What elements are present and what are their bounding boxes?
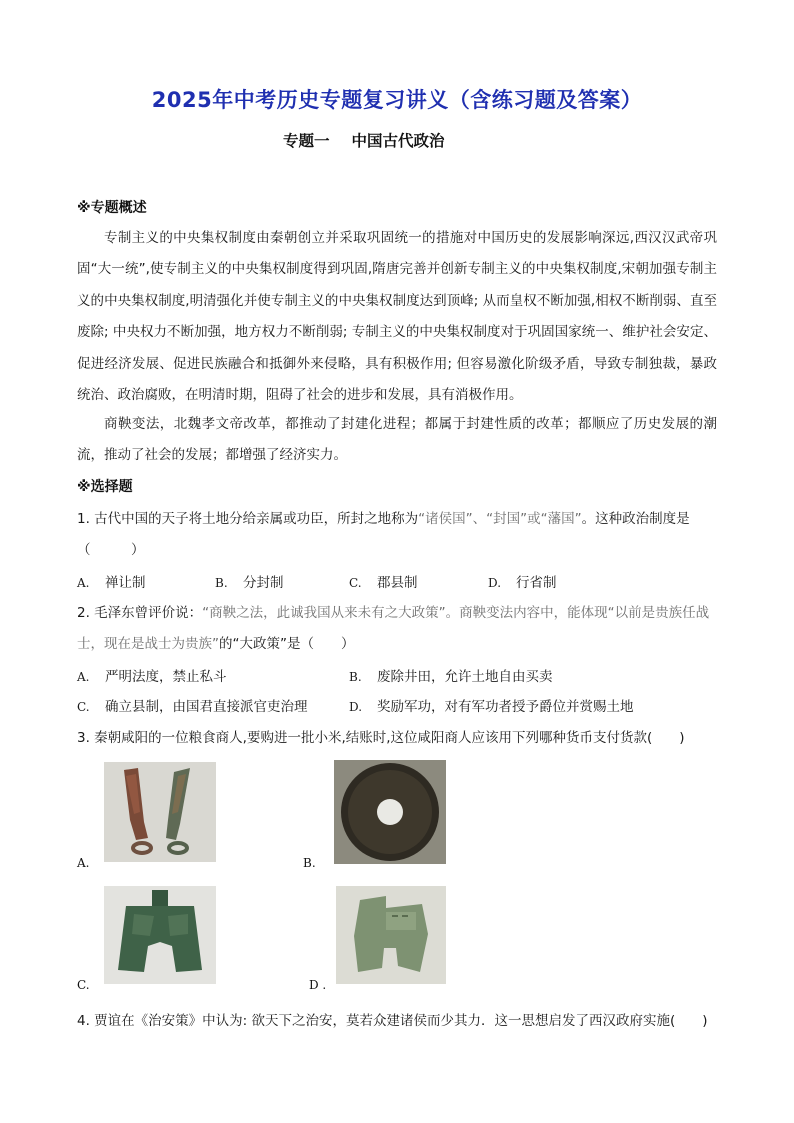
- option-a[interactable]: A. 严明法度，禁止私斗: [77, 669, 227, 685]
- question-1-tail: 。这种政治制度是（ ）: [77, 511, 690, 558]
- question-2-quote: “商鞅之法，此诚我国从来未有之大政策”。商鞅变法内容中，能体现“以前是贵族任战士，现在是战士为贵族”: [77, 605, 710, 652]
- option-label: 行省制: [516, 575, 557, 591]
- topic-name: 中国古代政治: [351, 132, 445, 150]
- square-spade-coin-icon[interactable]: [336, 886, 446, 984]
- question-1: [77, 504, 722, 566]
- topic-label: 专题一: [283, 132, 330, 150]
- knife-coin-icon[interactable]: [104, 762, 216, 862]
- question-2: [77, 598, 722, 660]
- question-2-stem: 2. 毛泽东曾评价说：: [77, 605, 203, 621]
- image-option-c-label: C.: [77, 978, 90, 992]
- image-option-b-label: B.: [303, 856, 316, 870]
- option-label: 禅让制: [105, 575, 146, 591]
- question-3: 3. 秦朝咸阳的一位粮食商人,要购进一批小米,结账时,这位咸阳商人应该用下列哪种货币支付货款( ): [77, 730, 685, 746]
- overview-heading: ※专题概述: [77, 200, 147, 216]
- spade-coin-icon[interactable]: [104, 886, 216, 984]
- option-label: 奖励军功，对有军功者授予爵位并赏赐土地: [377, 699, 634, 715]
- option-label: 郡县制: [377, 575, 418, 591]
- document-title: 2025年中考历史专题复习讲义（含练习题及答案）: [151, 88, 643, 112]
- option-b[interactable]: B. 废除井田，允许土地自由买卖: [349, 669, 553, 685]
- choices-heading: ※选择题: [77, 479, 133, 495]
- overview-paragraph-1: 专制主义的中央集权制度由秦朝创立并采取巩固统一的措施对中国历史的发展影响深远,西汉汉武帝巩固“大一统”,使专制主义的中央集权制度得到巩固,隋唐完善并创新专制主义的中央集权制度,宋朝加强专制主义的中央集权制度,明清强化并使专制主义的中央集权制度达到顶峰; 从而皇权不断加强,相权不断削弱、直至废除; 中央权力不断加强，地方权力不断削弱; 专制主义的中央集权制度对于巩固国家统一、维护社会安定、促进经济发展、促进民族融合和抵御外来侵略，具有积极作用; 但容易激化阶级矛盾，导致专制独裁，暴政统治、政治腐败，在明清时期，阻碍了社会的进步和发展，具有消极作用。: [77, 230, 717, 404]
- option-d[interactable]: D. 奖励军功，对有军功者授予爵位并赏赐土地: [349, 699, 634, 715]
- question-1-quote: “诸侯国”、“封国”或“藩国”: [418, 511, 582, 527]
- question-4: 4. 贾谊在《治安策》中认为: 欲天下之治安，莫若众建诸侯而少其力．这一思想启发了西汉政府实施( ): [77, 1013, 708, 1029]
- option-c[interactable]: C. 郡县制: [349, 575, 418, 591]
- option-d[interactable]: D. 行省制: [488, 575, 557, 591]
- option-c[interactable]: C. 确立县制，由国君直接派官吏治理: [77, 699, 308, 715]
- option-a[interactable]: A. 禅让制: [77, 575, 146, 591]
- option-label: 分封制: [243, 575, 284, 591]
- overview-paragraph-2: 商鞅变法，北魏孝文帝改革，都推动了封建化进程；都属于封建性质的改革；都顺应了历史发展的潮流，推动了社会的发展；都增强了经济实力。: [77, 416, 717, 464]
- option-b[interactable]: B. 分封制: [215, 575, 284, 591]
- option-label: 确立县制，由国君直接派官吏治理: [105, 699, 308, 715]
- round-coin-icon[interactable]: [334, 760, 446, 864]
- question-2-tail: 的“大政策”是（ ）: [219, 636, 355, 652]
- topic-heading: [283, 129, 445, 151]
- question-1-stem: 1. 古代中国的天子将土地分给亲属或功臣，所封之地称为: [77, 511, 419, 527]
- option-label: 废除井田，允许土地自由买卖: [377, 669, 553, 685]
- option-label: 严明法度，禁止私斗: [105, 669, 227, 685]
- image-option-a-label: A.: [77, 856, 90, 870]
- image-option-d-label: D .: [309, 978, 327, 992]
